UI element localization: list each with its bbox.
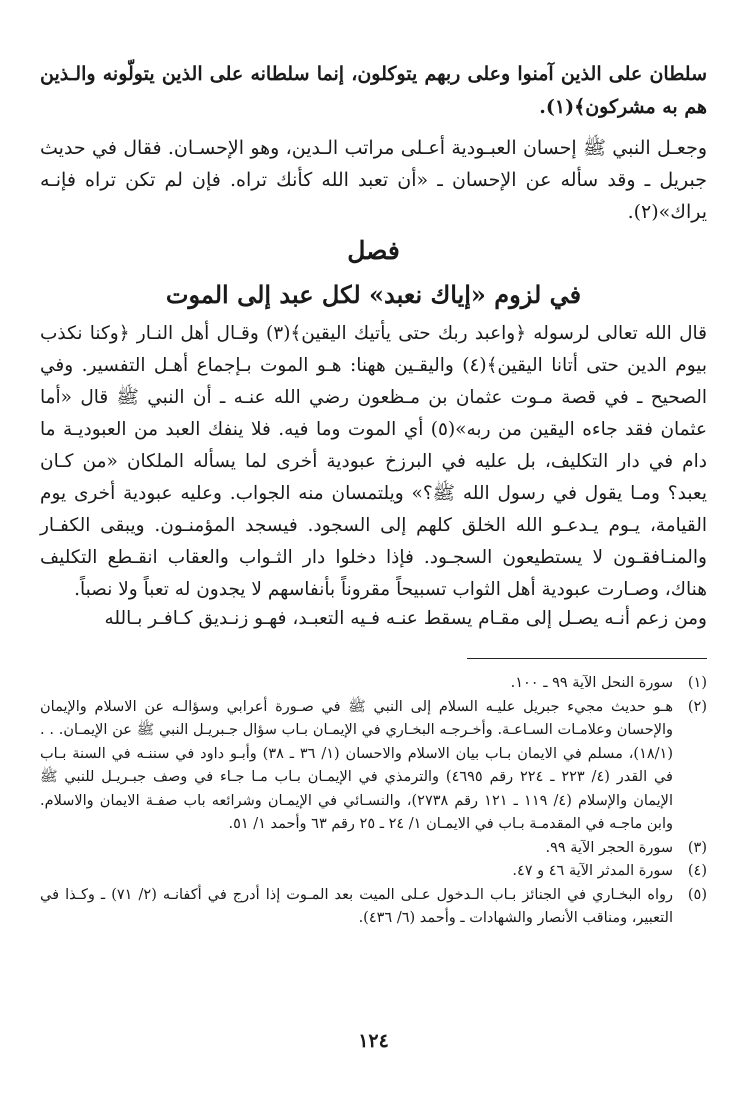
footnote-number: (٣) [687,839,707,856]
footnote [40,884,707,931]
footnote-number: (١) [687,675,707,691]
footnote [40,696,707,837]
section-heading: فصل [347,236,400,265]
page-number: ١٢٤ [358,1030,389,1052]
footnote-number: (٢) [687,698,707,715]
footnote-text: سورة النحل الآية ٩٩ ـ ١٠٠. [510,675,673,691]
footnote-text: سورة الحجر الآية ٩٩. [545,839,673,856]
footnotes [40,672,707,931]
paragraph-closing: ومن زعم أنـه يصـل إلى مقـام يسقط عنـه فـيه التعبـد، فهـو زنـديق كـافـر بـالله [104,608,707,629]
footnote [40,860,707,884]
paragraph-worship-until-death: قال الله تعالى لرسوله ﴿واعبد ربك حتى يأتيك اليقين﴾(٣) وقـال أهل النـار ﴿وكنا نكذب بيوم الدين حتى أتانا اليقين﴾(٤) واليقـين ههنا: هـو الموت بـإجماع أهـل التفسير. وفي الصحيح ـ في قصة مـوت عثمان بن مـظعون رضي الله عنـه ـ أن النبي ﷺ قال «أما عثمان فقد جاءه اليقين من ربه»(٥) أي الموت وما فيه. فلا ينفك العبد من العبوديـة ما دام في دار التكليف، بل عليه في البرزخ عبودية أخرى لما يسأله الملكان «من كـان يعبد؟ ومـا يقول في رسول الله ﷺ؟» ويلتمسان منه الجواب. وعليه عبودية أخرى يوم القيامة، يـوم يـدعـو الله الخلق كلهم إلى السجود. فيسجد المؤمنـون. ويبقى الكفـار والمنـافقـون لا يستطيعون السجـود. فإذا دخلوا دار الثـواب والعقاب انقـطع التكليف هناك، وصـارت عبودية أهل الثواب تسبيحاً مقروناً بأنفاسهم لا يجدون له تعباً ولا نصباً. [40,323,707,600]
footnote-divider [467,658,707,659]
footnote-number: (٤) [687,863,707,879]
footnote-text: رواه البخـاري في الجنائز بـاب الـدخول عـلى الميت بعد المـوت إذا أدرج في أكفانـه (٢/ ٧١) ـ وكـذا في التعبير، ومناقب الأنصار والشهادات ـ وأحمد (٦/ ٤٣٦). [40,886,674,926]
paragraph-quran-verse-continuation: سلطان على الذين آمنوا وعلى ربهم يتوكلون، إنما سلطانه على الذين يتولّونه والـذين هم به مشركون﴾(١). [40,63,707,118]
paragraph-ihsan: وجعـل النبي ﷺ إحسان العبـودية أعـلى مراتب الـدين، وهو الإحسـان. فقال في حديث جبريل ـ وقد سأله عن الإحسان ـ «أن تعبد الله كأنك تراه. فإن لم تكن تراه فإنـه يراك»(٢). [40,137,707,223]
section-subheading: في لزوم «إياك نعبد» لكل عبد إلى الموت [165,280,582,309]
footnote-text: هـو حديث مجيء جبريل عليـه السلام إلى النبي ﷺ في صـورة أعرابي وسؤالـه عن الاسلام والإيمان والإحسان وعلامـات السـاعـة. وأخـرجـه البخـاري في الإيمـان بـاب سؤال جـبريـل النبي ﷺ عن الإيمـان. . . (١٨/١)، مسلم في الايمان بـاب بيان الاسلام والاحسان (١/ ٣٦ ـ ٣٨) وأبـو داود في سننـه في السنة بـاب في القدر (٤/ ٢٢٣ ـ ٢٢٤ رقم ٤٦٩٥) والترمذي في الإيمـان بـاب مـا جـاء في وصف جبـريـل للنبي ﷺ الإيمان والإسلام (٤/ ١١٩ ـ ١٢١ رقم ٢٧٣٨)، والنسـائي في الإيمـان وشرائعه باب صفـة الايمان والاسلام. وابن ماجـه في المقدمـة بـاب في الايمـان ١/ ٢٤ ـ ٢٥ رقم ٦٣ وأحمد ١/ ٥١. [40,698,674,832]
footnote-text: سورة المدثر الآية ٤٦ و ٤٧. [512,863,673,879]
footnote [40,672,707,696]
footnote-number: (٥) [687,886,707,903]
footnote [40,837,707,861]
